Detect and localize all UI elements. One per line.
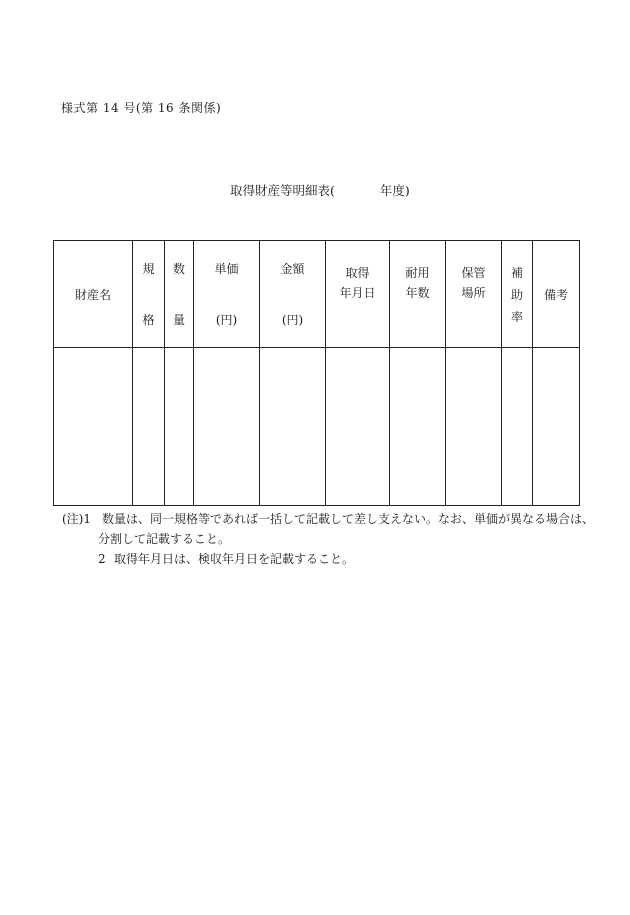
cell-remarks[interactable] <box>533 348 580 506</box>
cell-unit-price[interactable] <box>194 348 260 506</box>
header-useful-life-line2: 年数 <box>405 286 430 300</box>
note-item-1-continued <box>62 529 594 549</box>
header-subsidy-rate <box>502 241 533 348</box>
header-unit-price <box>194 241 260 348</box>
cell-property-name[interactable] <box>54 348 133 506</box>
header-spec-line1: 規 <box>142 262 155 276</box>
header-quantity-line1: 数 <box>172 262 185 276</box>
cell-storage-place[interactable] <box>446 348 502 506</box>
header-useful-life-line1: 耐用 <box>405 266 430 280</box>
header-spec <box>133 241 165 348</box>
header-subsidy-rate-line2: 助 <box>510 288 523 302</box>
cell-quantity[interactable] <box>165 348 194 506</box>
header-remarks <box>533 241 580 348</box>
property-detail-table <box>53 240 580 506</box>
header-subsidy-rate-line1: 補 <box>510 266 523 280</box>
cell-amount[interactable] <box>260 348 326 506</box>
header-property-name-label: 財産名 <box>74 287 111 302</box>
header-quantity <box>165 241 194 348</box>
header-storage-place-line2: 場所 <box>461 286 486 300</box>
header-storage-place <box>446 241 502 348</box>
header-subsidy-rate-line3: 率 <box>510 310 523 324</box>
header-useful-life <box>390 241 446 348</box>
document-title-suffix: 年度) <box>379 183 410 198</box>
header-property-name <box>54 241 133 348</box>
header-unit-price-line1: 単価 <box>214 262 239 276</box>
note-2-number: 2 <box>98 552 106 566</box>
header-unit-price-line2: (円) <box>215 313 238 327</box>
header-acquisition-date <box>326 241 390 348</box>
header-amount-line2: (円) <box>281 313 304 327</box>
note-indent <box>62 549 98 569</box>
document-title-main: 取得財産等明細表( <box>230 183 335 198</box>
cell-subsidy-rate[interactable] <box>502 348 533 506</box>
header-quantity-line2: 量 <box>172 313 185 327</box>
table-header-row <box>54 241 580 348</box>
header-remarks-label: 備考 <box>543 287 568 302</box>
header-amount-line1: 金額 <box>280 262 305 276</box>
header-acquisition-date-line2: 年月日 <box>339 286 376 300</box>
note-1-line1: 数量は、同一規格等であれば一括して記載して差し支えない。なお、単価が異なる場合は、 <box>102 512 595 526</box>
cell-acquisition-date[interactable] <box>326 348 390 506</box>
document-title <box>230 181 410 199</box>
note-item-2 <box>62 549 594 569</box>
notes-prefix <box>62 509 102 529</box>
header-spec-line2: 格 <box>142 313 155 327</box>
note-1-number: 1 <box>83 512 92 526</box>
notes-prefix-label: (注) <box>62 512 84 526</box>
form-number: 様式第 14 号(第 16 条関係) <box>61 101 222 115</box>
notes-section <box>62 509 594 569</box>
cell-useful-life[interactable] <box>390 348 446 506</box>
table-row <box>54 348 580 506</box>
note-1-line2: 分割して記載すること。 <box>98 532 231 546</box>
note-2-line1: 取得年月日は、検収年月日を記載すること。 <box>114 552 355 566</box>
header-acquisition-date-line1: 取得 <box>345 266 370 280</box>
header-amount <box>260 241 326 348</box>
cell-spec[interactable] <box>133 348 165 506</box>
header-storage-place-line1: 保管 <box>461 266 486 280</box>
note-item-1 <box>62 509 594 529</box>
